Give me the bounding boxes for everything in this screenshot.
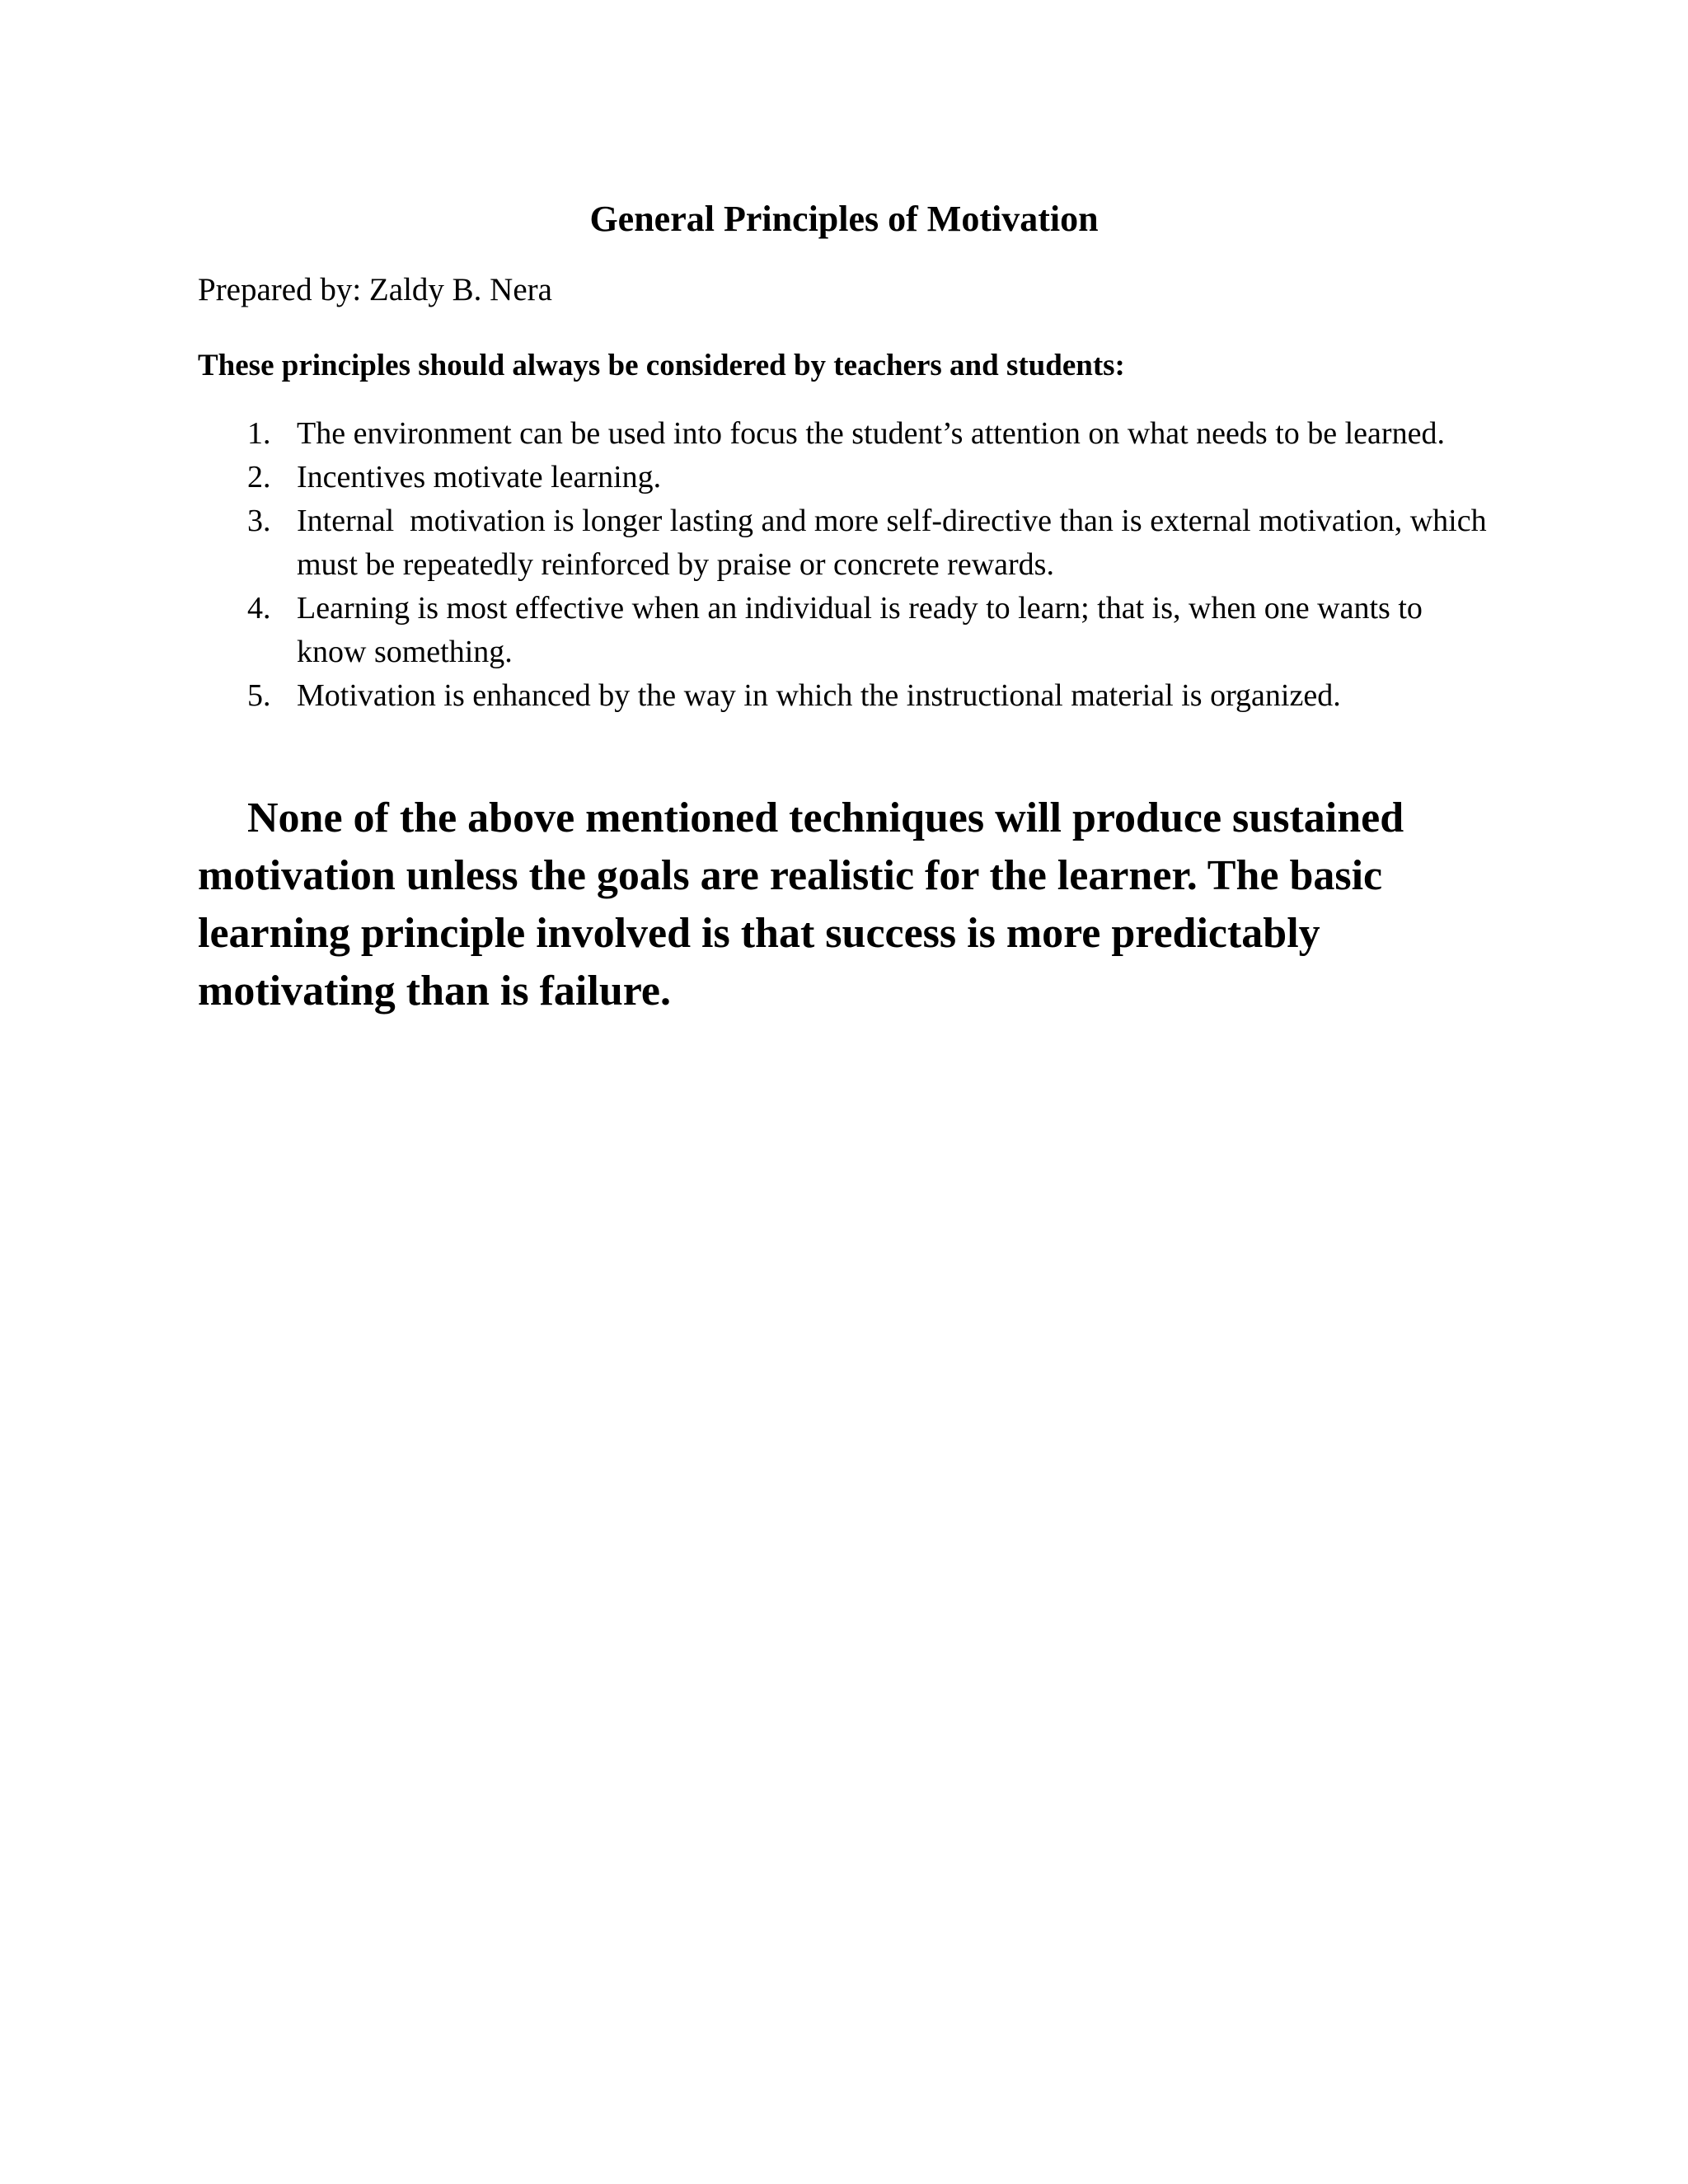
list-item-text: Incentives motivate learning. (297, 460, 662, 494)
list-item-text: Internal motivation is longer lasting and more self-directive than is external motivation, which must be repeatedly reinforced by praise or concrete rewards. (297, 504, 1495, 582)
list-item-number: 5. (247, 678, 271, 713)
intro-heading: These principles should always be considered by teachers and students: (198, 349, 1125, 382)
list-item-number: 2. (247, 460, 271, 494)
prepared-by-line: Prepared by: Zaldy B. Nera (198, 272, 552, 307)
list-item (0, 587, 1492, 674)
list-item (0, 499, 1495, 587)
list-item (0, 412, 1492, 456)
closing-paragraph: None of the above mentioned techniques will produce sustained motivation unless the goals are realistic for the learner. The basic learning principle involved is that success is more predictably motivating than is failure. (198, 794, 1404, 1015)
list-item (0, 674, 1492, 718)
page-title: General Principles of Motivation (589, 199, 1099, 239)
list-item-text: Motivation is enhanced by the way in which the instructional material is organized. (297, 678, 1341, 713)
list-item-text: Learning is most effective when an individual is ready to learn; that is, when one wants to know something. (297, 591, 1423, 669)
list-item-text: The environment can be used into focus the student’s attention on what needs to be learned. (297, 416, 1445, 451)
principles-list (0, 412, 1688, 718)
list-item-number: 1. (247, 416, 271, 451)
list-item (0, 456, 1492, 499)
list-item-number: 3. (247, 504, 271, 538)
list-item-number: 4. (247, 591, 271, 626)
